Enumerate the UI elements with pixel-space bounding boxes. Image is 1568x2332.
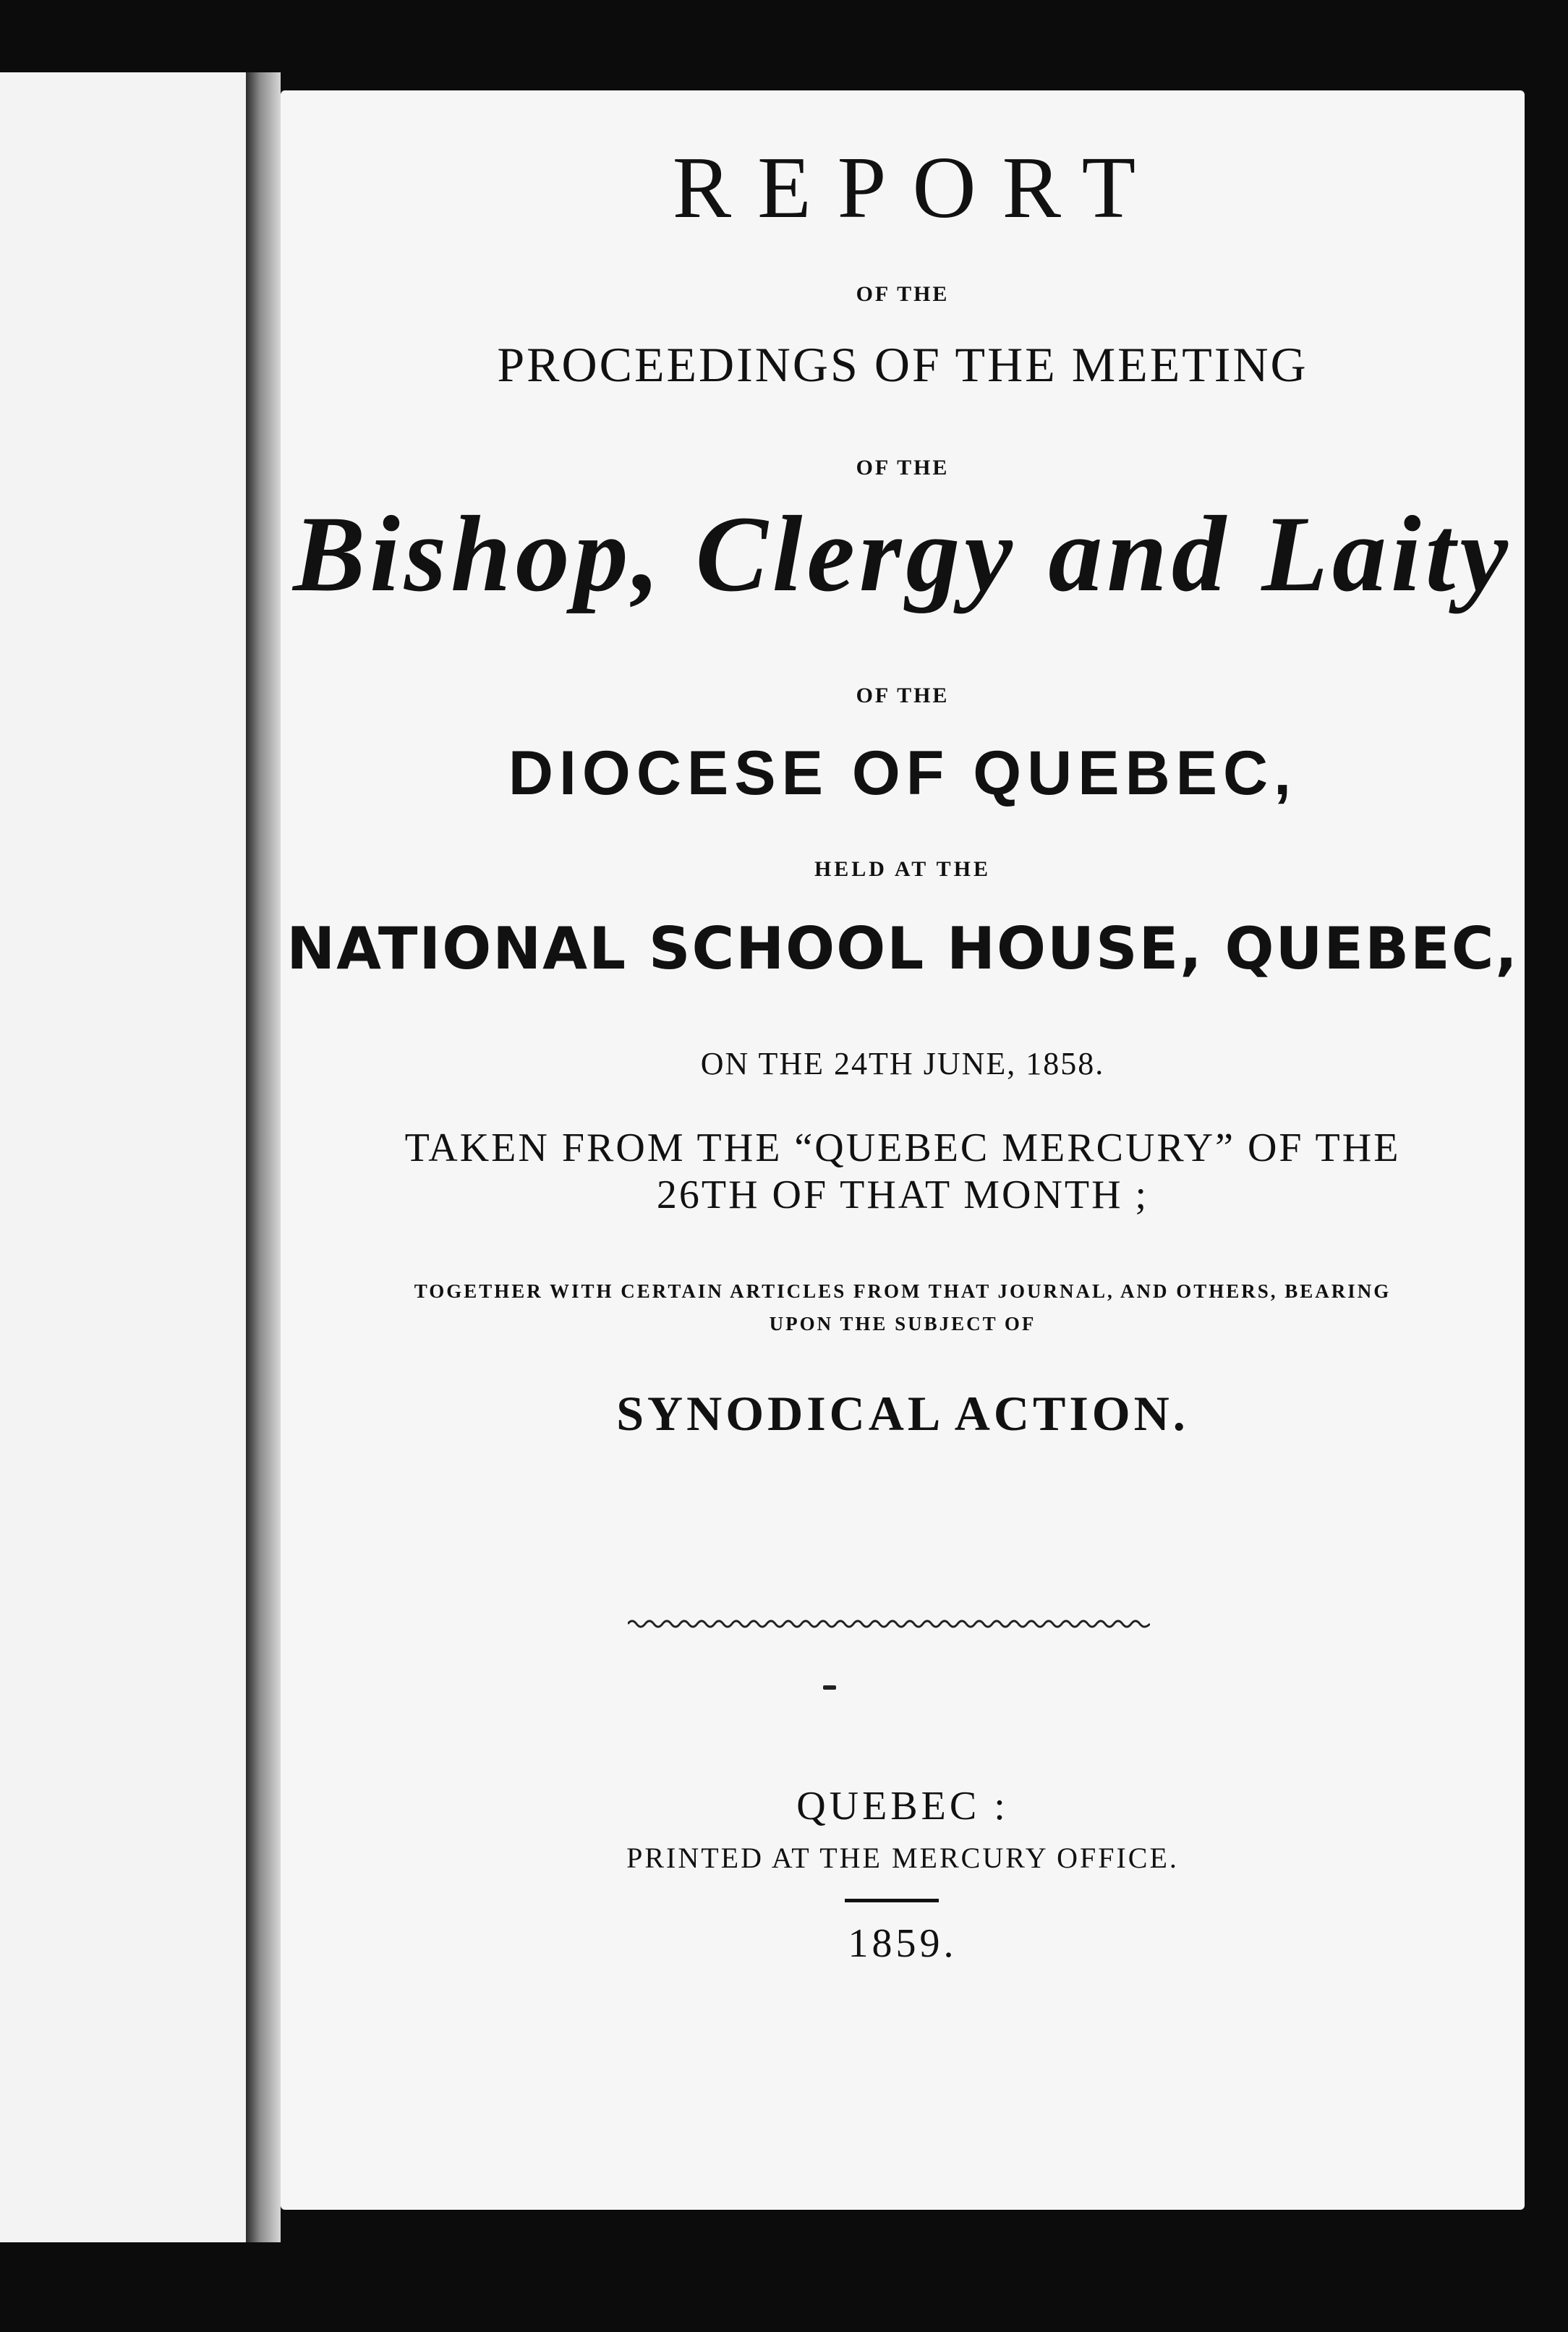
meeting-date: ON THE 24TH JUNE, 1858. bbox=[700, 1046, 1105, 1081]
together-line-1: TOGETHER WITH CERTAIN ARTICLES FROM THAT JOURNAL, AND OTHERS, BEARING bbox=[414, 1280, 1392, 1302]
ink-speck bbox=[823, 1685, 836, 1690]
of-the-label: OF THE bbox=[856, 456, 950, 480]
left-blank-page bbox=[0, 72, 250, 2242]
location-line: NATIONAL SCHOOL HOUSE, QUEBEC, bbox=[286, 915, 1519, 982]
held-at-label: HELD AT THE bbox=[814, 857, 992, 881]
report-heading: REPORT bbox=[672, 139, 1162, 237]
book-spine bbox=[246, 72, 281, 2242]
source-line-2: 26TH OF THAT MONTH ; bbox=[656, 1173, 1149, 1217]
source-line-1: TAKEN FROM THE “QUEBEC MERCURY” OF THE bbox=[404, 1125, 1401, 1170]
proceedings-line: PROCEEDINGS OF THE MEETING bbox=[497, 337, 1308, 392]
bishop-clergy-laity-line: Bishop, Clergy and Laity bbox=[293, 494, 1512, 614]
subject-line: SYNODICAL ACTION. bbox=[616, 1386, 1189, 1441]
title-page bbox=[281, 90, 1525, 2210]
short-rule-divider bbox=[845, 1899, 939, 1902]
wavy-rule-divider bbox=[628, 1617, 1150, 1631]
imprint-place: QUEBEC : bbox=[796, 1784, 1009, 1829]
diocese-line: DIOCESE OF QUEBEC, bbox=[508, 739, 1298, 808]
imprint-printer: PRINTED AT THE MERCURY OFFICE. bbox=[626, 1842, 1179, 1874]
together-line-2: UPON THE SUBJECT OF bbox=[769, 1313, 1036, 1335]
of-the-label: OF THE bbox=[856, 282, 950, 306]
imprint-year: 1859. bbox=[848, 1921, 958, 1966]
of-the-label: OF THE bbox=[856, 684, 950, 707]
